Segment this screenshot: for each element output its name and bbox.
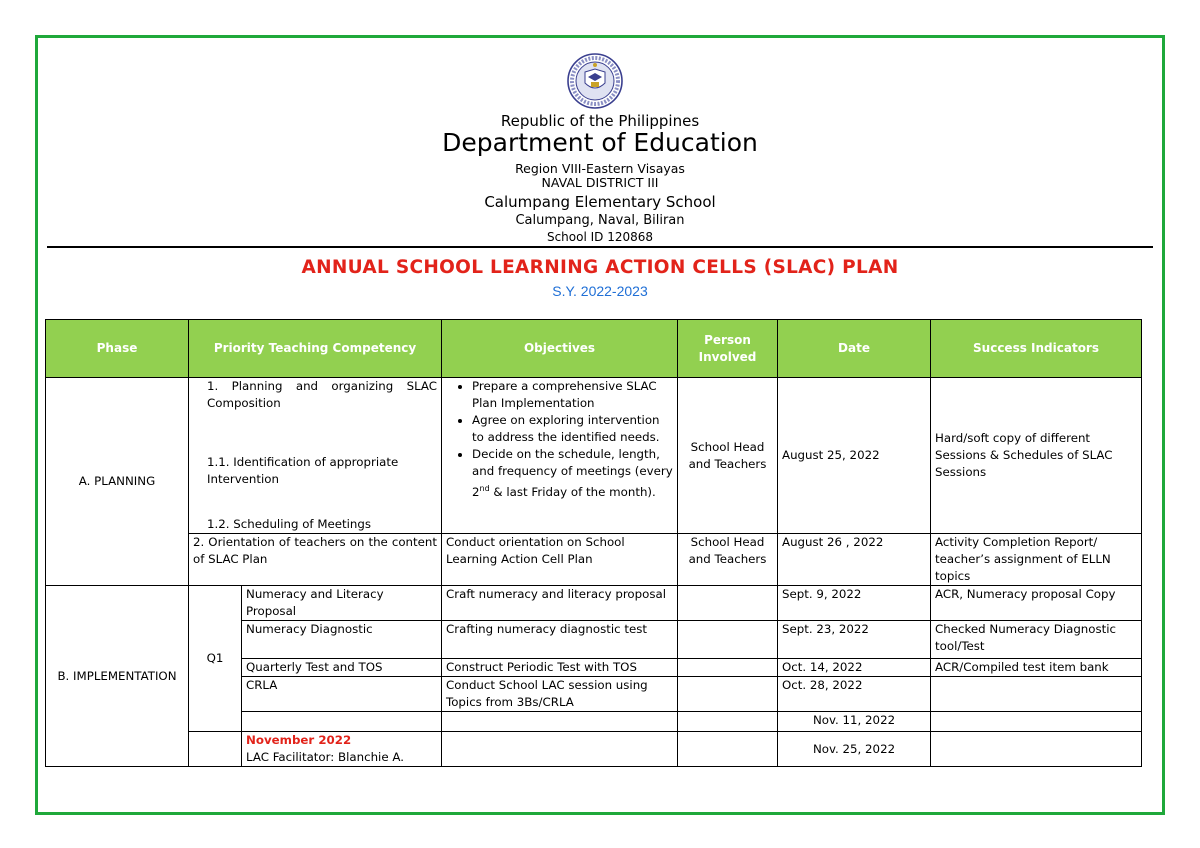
objective-cell: Craft numeracy and literacy proposal <box>442 586 678 621</box>
facilitator-label: LAC Facilitator: Blanchie A. <box>246 750 404 764</box>
date-cell: Oct. 14, 2022 <box>778 659 931 677</box>
person-cell <box>678 659 778 677</box>
competency-1-1: 1.1. Identification of appropriate Intervention <box>207 455 399 486</box>
quarter-empty-cell <box>189 732 242 767</box>
objective-item: • Prepare a comprehensive SLAC Plan Implementation <box>472 378 673 412</box>
date-cell: Sept. 9, 2022 <box>778 586 931 621</box>
competency-cell: CRLA <box>242 677 442 712</box>
competency-2: 2. Orientation of teachers on the content of SLAC Plan <box>189 534 442 586</box>
district-line: NAVAL DISTRICT III <box>541 175 659 190</box>
table-row <box>46 378 1142 534</box>
objective-cell: Construct Periodic Test with TOS <box>442 659 678 677</box>
objective-cell: Crafting numeracy diagnostic test <box>442 621 678 659</box>
indicator-cell <box>931 677 1142 712</box>
school-id: School ID 120868 <box>546 230 654 244</box>
school-name: Calumpang Elementary School <box>484 193 716 211</box>
date-cell: Sept. 23, 2022 <box>778 621 931 659</box>
objectives-cell <box>442 378 678 534</box>
deped-seal <box>555 53 635 109</box>
col-objectives: Objectives <box>442 320 678 378</box>
competency-1-2: 1.2. Scheduling of Meetings <box>207 517 372 531</box>
person-cell <box>678 732 778 767</box>
phase-planning: A. PLANNING <box>46 378 189 586</box>
table-row <box>46 534 1142 586</box>
objective-text: Decide on the schedule, length, and frequency of meetings (every 2 <box>472 447 673 499</box>
table-row <box>46 732 1142 767</box>
region-line: Region VIII-Eastern Visayas <box>515 161 685 176</box>
person-cell <box>678 712 778 732</box>
col-indicators: Success Indicators <box>931 320 1142 378</box>
col-person: Person Involved <box>678 320 778 378</box>
objective-item: • Agree on exploring intervention to address the identified needs. <box>472 412 673 446</box>
indicator-cell: Hard/soft copy of different Sessions & Schedules of SLAC Sessions <box>931 378 1142 534</box>
department-name: Department of Education <box>442 128 758 157</box>
indicator-cell: Checked Numeracy Diagnostic tool/Test <box>931 621 1142 659</box>
competency-cell <box>189 378 442 534</box>
competency-cell <box>242 712 442 732</box>
date-cell: August 26 , 2022 <box>778 534 931 586</box>
quarter-cell: Q1 <box>189 586 242 732</box>
col-competency: Priority Teaching Competency <box>189 320 442 378</box>
indicator-cell: ACR/Compiled test item bank <box>931 659 1142 677</box>
header-divider <box>47 246 1153 248</box>
indicator-cell <box>931 712 1142 732</box>
competency-1: 1. Planning and organizing SLAC Composition <box>207 379 438 410</box>
indicator-cell: ACR, Numeracy proposal Copy <box>931 586 1142 621</box>
slac-plan-table <box>45 319 1142 767</box>
date-cell: Nov. 25, 2022 <box>778 732 931 767</box>
objective-cell: Conduct orientation on School Learning Action Cell Plan <box>442 534 678 586</box>
month-label: November 2022 <box>246 733 352 747</box>
competency-cell: Numeracy Diagnostic <box>242 621 442 659</box>
competency-cell: Quarterly Test and TOS <box>242 659 442 677</box>
indicator-cell: Activity Completion Report/ teacher’s assignment of ELLN topics <box>931 534 1142 586</box>
school-year: S.Y. 2022-2023 <box>552 283 648 299</box>
objective-cell: Conduct School LAC session using Topics from 3Bs/CRLA <box>442 677 678 712</box>
person-cell <box>678 677 778 712</box>
objective-item <box>472 446 673 501</box>
col-phase: Phase <box>46 320 189 378</box>
objective-tail: & last Friday of the month). <box>489 484 656 499</box>
facilitator-cell <box>242 732 442 767</box>
objective-cell <box>442 712 678 732</box>
date-cell: Nov. 11, 2022 <box>778 712 931 732</box>
plan-title: ANNUAL SCHOOL LEARNING ACTION CELLS (SLAC) PLAN <box>301 257 899 278</box>
date-cell: August 25, 2022 <box>778 378 931 534</box>
table-row <box>46 586 1142 621</box>
date-cell: Oct. 28, 2022 <box>778 677 931 712</box>
col-date: Date <box>778 320 931 378</box>
phase-implementation: B. IMPLEMENTATION <box>46 586 189 767</box>
person-cell <box>678 621 778 659</box>
person-cell <box>678 586 778 621</box>
school-address: Calumpang, Naval, Biliran <box>515 213 685 228</box>
republic-line: Republic of the Philippines <box>500 112 700 130</box>
objective-cell <box>442 732 678 767</box>
table-header-row <box>46 320 1142 378</box>
person-cell: School Head and Teachers <box>678 378 778 534</box>
indicator-cell <box>931 732 1142 767</box>
person-cell: School Head and Teachers <box>678 534 778 586</box>
objective-superscript: nd <box>479 484 490 493</box>
competency-cell: Numeracy and Literacy Proposal <box>242 586 442 621</box>
